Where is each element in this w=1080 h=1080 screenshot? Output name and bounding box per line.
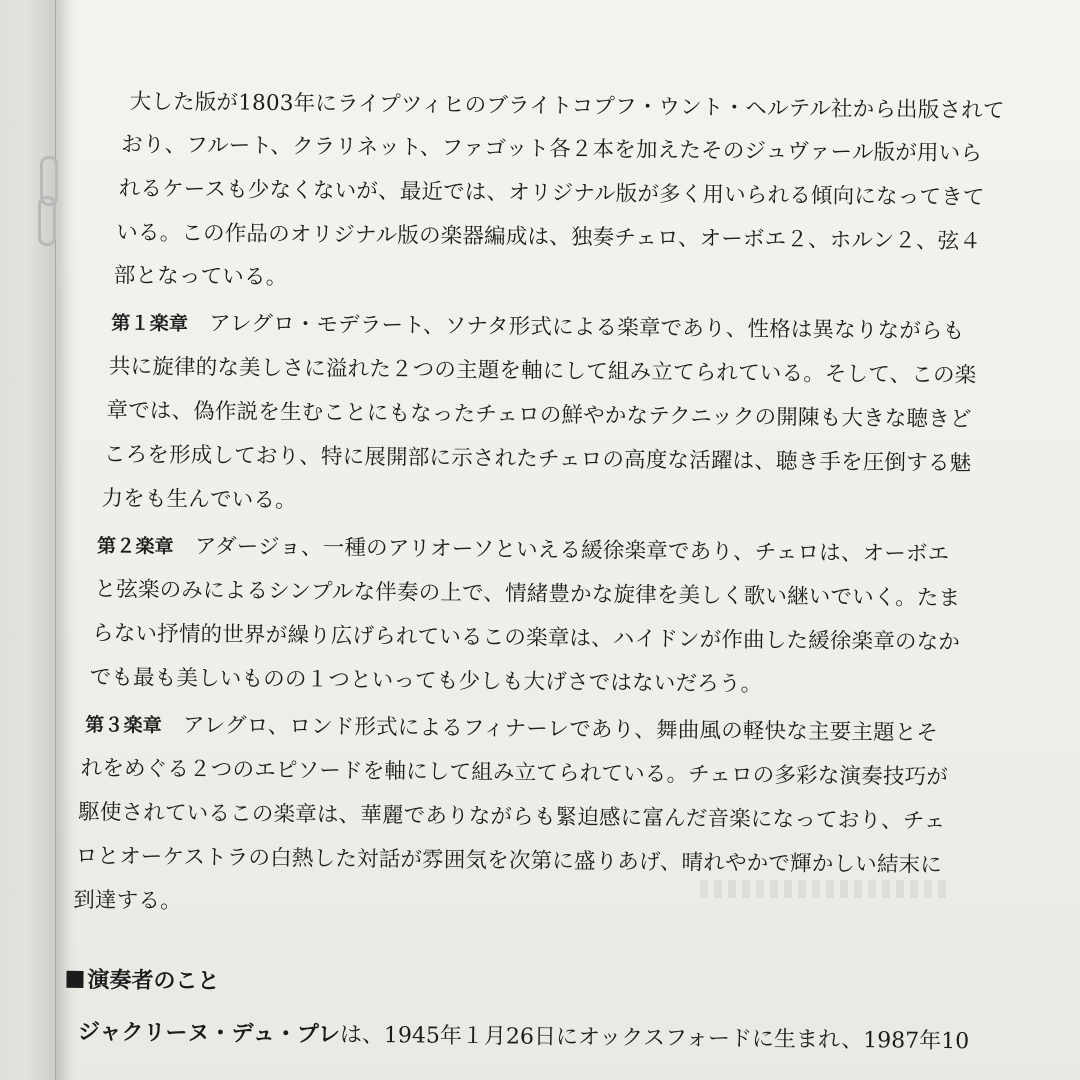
performer-text: は、1945年１月26日にオックスフォードに生まれ、1987年10: [339, 1022, 970, 1055]
movement-2-heading: 第２楽章: [96, 535, 174, 558]
movement-3-line: 到達する。: [73, 887, 182, 914]
movement-3-line: ロとオーケストラの白熱した対話が雰囲気を次第に盛りあげ、晴れやかで輝かしい結末に: [75, 843, 943, 878]
intro-line: おり、フルート、クラリネット、ファゴット各２本を加えたそのジュヴァール版が用いら: [121, 132, 983, 167]
movement-1-heading: 第１楽章: [111, 312, 189, 336]
movement-2-line: らない抒情的世界が繰り広げられているこの楽章は、ハイドンが作曲した緩徐楽章のなか: [91, 621, 961, 656]
movement-1-line: 力をも生んでいる。: [101, 486, 297, 514]
movement-3-line: れをめぐる２つのエピソードを軸にして組み立てられている。チェロの多彩な演奏技巧が: [80, 755, 949, 791]
movement-3-text: アレグロ、ロンド形式によるフィナーレであり、舞曲風の軽快な主要主題とそ: [182, 712, 939, 746]
movement-1-line: 共に旋律的な美しさに溢れた２つの主題を軸にして組み立てられている。そして、この楽: [108, 354, 977, 389]
bleed-through-text: [700, 880, 950, 898]
movement-1-line: ころを形成しており、特に展開部に示されたチェロの高度な活躍は、聴き手を圧倒する魅: [103, 442, 972, 477]
movement-1-line: 章では、偽作説を生むことにもなったチェロの鮮やかなテクニックの開陳も大きな聴きど: [106, 398, 972, 433]
section-title: [66, 963, 219, 996]
section-title-text: 演奏者のこと: [87, 968, 220, 995]
intro-line: 部となっている。: [113, 263, 288, 291]
movement-2-line: でも最も美しいものの１つといっても少しも大げさではないだろう。: [89, 665, 763, 698]
movement-2-line: と弦楽のみによるシンプルな伴奏の上で、情緒豊かな旋律を美しく歌い継いでいく。たま: [94, 577, 961, 612]
square-bullet-icon: [66, 971, 83, 988]
performer-name: ジャクリーヌ・デュ・プレ: [77, 1019, 341, 1048]
movement-3-line: 駆使されているこの楽章は、華麗でありながらも緊迫感に富んだ音楽になっており、チェ: [78, 799, 946, 834]
staple-icon: [38, 196, 56, 246]
intro-line: 大した版が1803年にライプツィヒのブライトコプフ・ウント・ヘルテル社から出版されて: [129, 89, 1005, 124]
movement-2-text: アダージョ、一種のアリオーソといえる緩徐楽章であり、チェロは、オーボエ: [194, 534, 950, 568]
movement-1-text: アレグロ・モデラート、ソナタ形式による楽章であり、性格は異なりながらも: [209, 311, 965, 345]
movement-3-heading: 第３楽章: [85, 713, 163, 737]
intro-line: いる。この作品のオリジナル版の楽器編成は、独奏チェロ、オーボエ２、ホルン２、弦４: [116, 220, 982, 255]
intro-line: れるケースも少なくないが、最近では、オリジナル版が多く用いられる傾向になってきて: [118, 176, 985, 211]
